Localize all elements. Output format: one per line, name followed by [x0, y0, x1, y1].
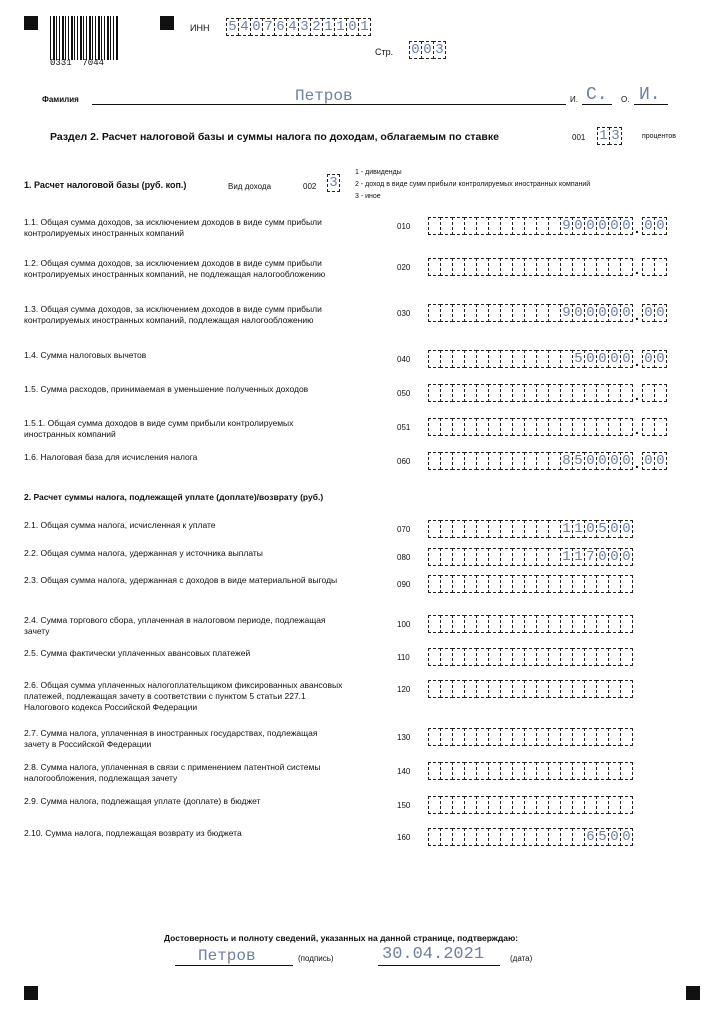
part2-row-label: 2.2. Общая сумма налога, удержанная у источника выплаты	[24, 548, 263, 558]
income-type-legend-3: 3 - иное	[355, 193, 381, 200]
part2-row-label: 2.8. Сумма налога, уплаченная в связи с применением патентной системы налогообложения, подлежащая зачету	[24, 762, 321, 783]
digit-cell: 0	[608, 548, 621, 566]
digit-cell: 4	[286, 18, 299, 36]
digit-cell: 0	[608, 520, 621, 538]
digit-cell: 1	[572, 548, 585, 566]
part2-row-label: 2.6. Общая сумма уплаченных налогоплательщиком фиксированных авансовых платежей, подлежащая зачету в соответствии с пунктом 5 статьи 227.1 Налогового кодекса Российской Федерации	[24, 680, 343, 712]
part2-amount-field[interactable]	[428, 680, 632, 698]
part2-row-code: 080	[397, 553, 411, 562]
digit-cell: 0	[654, 217, 667, 235]
digit-cell: 0	[596, 548, 609, 566]
date-underline	[378, 965, 500, 966]
part2-row-code: 070	[397, 525, 411, 534]
part1-row-label: 1.6. Налоговая база для исчисления налога	[24, 452, 198, 462]
part1-amount-field[interactable]	[428, 217, 666, 235]
signature-label: (подпись)	[298, 954, 334, 963]
digit-cell: 0	[608, 217, 621, 235]
corner-marker-bottom-right	[686, 986, 700, 1000]
digit-cell: 0	[620, 520, 633, 538]
digit-cell: 7	[262, 18, 275, 36]
decimal-separator: .	[635, 455, 639, 471]
part2-row-code: 130	[397, 733, 411, 742]
inn-label: ИНН	[190, 23, 210, 33]
digit-cell: 1	[358, 18, 371, 36]
digit-cell: 0	[654, 452, 667, 470]
digit-cell: 0	[584, 452, 597, 470]
digit-cell: 0	[596, 217, 609, 235]
digit-cell: 2	[310, 18, 323, 36]
digit-cell: 1	[334, 18, 347, 36]
corner-marker-bottom-left	[24, 986, 38, 1000]
part1-amount-field[interactable]	[428, 452, 666, 470]
digit-cell: 5	[596, 828, 609, 846]
part1-row-code: 050	[397, 389, 411, 398]
part1-row-code: 051	[397, 423, 411, 432]
name-label: И.	[570, 95, 578, 104]
part2-row-label: 2.7. Сумма налога, уплаченная в иностранных государствах, подлежащая зачету в Российской Федерации	[24, 728, 318, 749]
patronymic-field[interactable]: И.	[639, 85, 661, 105]
signature-field[interactable]: Петров	[198, 947, 256, 965]
income-type-code: 002	[303, 182, 317, 191]
digit-cell: 5	[572, 452, 585, 470]
corner-marker-top-middle	[160, 16, 174, 30]
digit-cell: 8	[560, 452, 573, 470]
part2-row-label: 2.10. Сумма налога, подлежащая возврату из бюджета	[24, 828, 242, 838]
part1-amount-field[interactable]	[428, 350, 666, 368]
part1-row-code: 040	[397, 355, 411, 364]
part1-amount-field[interactable]	[428, 304, 666, 322]
part2-row-code: 110	[397, 653, 410, 662]
income-type-legend-2: 2 - доход в виде сумм прибыли контролируемых иностранных компаний	[355, 181, 591, 188]
digit-cell: 3	[609, 127, 622, 145]
digit-cell: 0	[250, 18, 263, 36]
part2-row-code: 150	[397, 801, 411, 810]
digit-cell	[620, 680, 633, 698]
part2-title: 2. Расчет суммы налога, подлежащей уплате (доплате)/возврату (руб.)	[24, 492, 324, 502]
barcode-number: 0331 7044	[50, 58, 105, 68]
digit-cell: 1	[597, 127, 610, 145]
digit-cell: 0	[421, 41, 434, 59]
digit-cell: 9	[560, 304, 573, 322]
digit-cell: 0	[596, 304, 609, 322]
income-type-label: Вид дохода	[228, 182, 272, 191]
digit-cell: 6	[584, 828, 597, 846]
surname-field[interactable]: Петров	[295, 87, 353, 105]
inn-field[interactable]	[226, 18, 370, 36]
part1-row-label: 1.5. Сумма расходов, принимаемая в уменьшение полученных доходов	[24, 384, 309, 394]
digit-cell: 3	[298, 18, 311, 36]
digit-cell	[654, 418, 667, 436]
part1-row-label: 1.1. Общая сумма доходов, за исключением доходов в виде сумм прибыли контролируемых иностранных компаний	[24, 217, 322, 238]
digit-cell	[620, 575, 633, 593]
income-type-legend-1: 1 - дивиденды	[355, 169, 402, 176]
digit-cell: 0	[584, 217, 597, 235]
digit-cell: 0	[608, 828, 621, 846]
part2-row-code: 100	[397, 620, 411, 629]
part1-amount-field[interactable]	[428, 418, 666, 436]
digit-cell: 6	[274, 18, 287, 36]
confirm-text: Достоверность и полноту сведений, указанных на данной странице, подтверждаю:	[164, 933, 519, 943]
part2-row-code: 120	[397, 685, 411, 694]
part2-row-label: 2.9. Сумма налога, подлежащая уплате (доплате) в бюджет	[24, 796, 261, 806]
part1-row-label: 1.5.1. Общая сумма доходов в виде сумм прибыли контролируемых иностранных компаний	[24, 418, 294, 439]
digit-cell: 0	[654, 304, 667, 322]
section-title: Раздел 2. Расчет налоговой базы и суммы налога по доходам, облагаемым по ставке	[50, 131, 499, 143]
part1-amount-field[interactable]	[428, 258, 666, 276]
digit-cell: 0	[409, 41, 422, 59]
digit-cell: 3	[433, 41, 446, 59]
part2-row-label: 2.1. Общая сумма налога, исчисленная к уплате	[24, 520, 216, 530]
part2-row-label: 2.3. Общая сумма налога, удержанная с доходов в виде материальной выгоды	[24, 575, 338, 585]
decimal-separator: .	[635, 353, 639, 369]
digit-cell: 0	[596, 452, 609, 470]
date-label: (дата)	[510, 954, 533, 963]
digit-cell: 0	[608, 350, 621, 368]
page-number-field[interactable]	[409, 41, 445, 59]
part1-row-code: 020	[397, 263, 411, 272]
digit-cell: 0	[596, 350, 609, 368]
part2-row-label: 2.4. Сумма торгового сбора, уплаченная в налоговом периоде, подлежащая зачету	[24, 615, 326, 636]
part1-row-label: 1.3. Общая сумма доходов, за исключением доходов в виде сумм прибыли контролируемых иностранных компаний, подлежащая налогообложению	[24, 304, 322, 325]
digit-cell: 5	[226, 18, 239, 36]
digit-cell: 0	[608, 304, 621, 322]
part1-amount-field[interactable]	[428, 384, 666, 402]
part2-amount-field[interactable]	[428, 796, 632, 814]
part1-row-code: 030	[397, 309, 411, 318]
digit-cell: 3	[327, 174, 340, 192]
digit-cell: 0	[654, 350, 667, 368]
part2-amount-field[interactable]	[428, 728, 632, 746]
part2-amount-field[interactable]	[428, 548, 632, 566]
digit-cell: 7	[584, 548, 597, 566]
digit-cell: 5	[596, 520, 609, 538]
page-label: Стр.	[375, 47, 394, 57]
income-type-field[interactable]	[327, 174, 339, 192]
decimal-separator: .	[635, 387, 639, 403]
decimal-separator: .	[635, 261, 639, 277]
decimal-separator: .	[635, 220, 639, 236]
digit-cell: 0	[584, 350, 597, 368]
digit-cell: 5	[572, 350, 585, 368]
part1-title: 1. Расчет налоговой базы (руб. коп.)	[24, 180, 187, 190]
part2-row-code: 140	[397, 767, 411, 776]
digit-cell	[620, 615, 633, 633]
part2-amount-field[interactable]	[428, 615, 632, 633]
rate-unit: процентов	[642, 133, 677, 140]
part2-amount-field[interactable]	[428, 762, 632, 780]
decimal-separator: .	[635, 421, 639, 437]
date-field[interactable]: 30.04.2021	[382, 945, 485, 964]
rate-field[interactable]	[597, 127, 621, 145]
digit-cell: 0	[620, 304, 633, 322]
digit-cell: 1	[560, 548, 573, 566]
digit-cell: 0	[620, 828, 633, 846]
digit-cell: 0	[642, 217, 655, 235]
part1-row-code: 060	[397, 457, 411, 466]
digit-cell: 4	[238, 18, 251, 36]
corner-marker-top-left	[24, 16, 38, 30]
barcode-image	[50, 16, 118, 60]
digit-cell: 0	[584, 520, 597, 538]
digit-cell: 1	[560, 520, 573, 538]
digit-cell	[620, 728, 633, 746]
digit-cell: 0	[642, 350, 655, 368]
digit-cell: 0	[620, 452, 633, 470]
digit-cell: 1	[322, 18, 335, 36]
digit-cell: 0	[346, 18, 359, 36]
surname-label: Фамилия	[42, 95, 79, 104]
part2-row-code: 160	[397, 833, 411, 842]
digit-cell: 0	[642, 452, 655, 470]
digit-cell: 0	[572, 217, 585, 235]
rate-code: 001	[572, 133, 586, 142]
digit-cell: 1	[572, 520, 585, 538]
digit-cell: 0	[620, 548, 633, 566]
part2-amount-field[interactable]	[428, 520, 632, 538]
name-field[interactable]: С.	[586, 85, 608, 105]
part1-row-label: 1.4. Сумма налоговых вычетов	[24, 350, 147, 360]
part2-amount-field[interactable]	[428, 828, 632, 846]
part2-amount-field[interactable]	[428, 575, 632, 593]
patronymic-label: О.	[621, 95, 630, 104]
part1-row-code: 010	[397, 222, 411, 231]
digit-cell	[620, 796, 633, 814]
digit-cell: 0	[584, 304, 597, 322]
digit-cell: 9	[560, 217, 573, 235]
digit-cell: 0	[620, 217, 633, 235]
digit-cell: 0	[620, 350, 633, 368]
part2-amount-field[interactable]	[428, 648, 632, 666]
digit-cell	[654, 384, 667, 402]
digit-cell	[654, 258, 667, 276]
decimal-separator: .	[635, 307, 639, 323]
digit-cell	[620, 762, 633, 780]
digit-cell: 0	[608, 452, 621, 470]
part2-row-code: 090	[397, 580, 411, 589]
part2-row-label: 2.5. Сумма фактически уплаченных авансовых платежей	[24, 648, 251, 658]
digit-cell	[620, 648, 633, 666]
digit-cell: 0	[572, 304, 585, 322]
digit-cell: 0	[642, 304, 655, 322]
signature-underline	[175, 965, 293, 966]
part1-row-label: 1.2. Общая сумма доходов, за исключением доходов в виде сумм прибыли контролируемых иностранных компаний, не подлежащая налогообложению	[24, 258, 326, 279]
